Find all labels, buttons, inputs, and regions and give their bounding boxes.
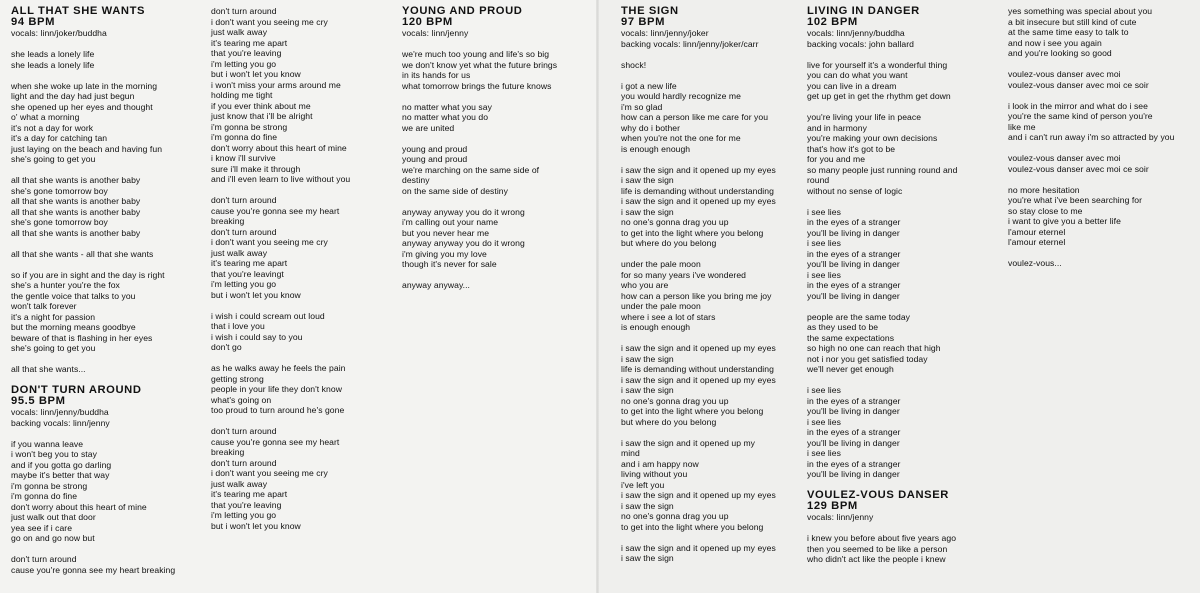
lyrics-column-6	[1008, 6, 1174, 269]
lyrics-column-2	[211, 6, 350, 531]
lyric-line: get up get in get the rhythm get down	[807, 91, 951, 101]
lyric-line: you can do what you want	[807, 70, 908, 80]
stanza-gap	[11, 428, 175, 439]
lyric-line: like me	[1008, 121, 1036, 132]
song-credit: vocals: linn/joker/buddha	[11, 28, 107, 38]
lyric-line: i saw the sign	[621, 500, 674, 511]
lyric-line: i see lies	[807, 385, 841, 395]
lyric-line: you're what i've been searching for	[1008, 195, 1143, 205]
lyric-line: if you wanna leave	[11, 438, 84, 449]
lyric-line: i won't miss your arms around me	[211, 79, 341, 90]
song-bpm: 129 BPM	[807, 500, 858, 512]
lyric-line: who didn't act like the people i knew	[807, 554, 946, 564]
lyrics-column-5	[807, 6, 957, 565]
stanza-gap	[807, 523, 957, 534]
lyric-line: i'm letting you go	[211, 279, 277, 289]
lyric-line: to get into the light where you belong	[621, 406, 764, 416]
lyric-line: i see lies	[807, 269, 841, 280]
lyric-line: just walk away	[211, 247, 268, 258]
lyric-line: anyway anyway you do it wrong	[402, 238, 525, 248]
lyric-line: sure i'll make it through	[211, 163, 301, 174]
lyric-line: holding me tight	[211, 90, 273, 100]
lyric-line: i want to give you a better life	[1008, 216, 1121, 226]
lyric-line: i see lies	[807, 448, 841, 458]
lyric-line: in the eyes of a stranger	[807, 458, 901, 469]
lyric-line: is enough enough	[621, 322, 691, 332]
lyric-line: don't turn around	[211, 195, 277, 205]
song-title: LIVING IN DANGER	[807, 5, 920, 17]
lyric-line: maybe it's better that way	[11, 470, 110, 480]
lyric-line: anyway anyway you do it wrong	[402, 206, 525, 217]
lyric-line: l'amour eternel	[1008, 237, 1066, 247]
stanza-gap	[11, 70, 175, 81]
lyric-line: i'm giving you my love	[402, 248, 487, 259]
lyric-line: we're much too young and life's so big	[402, 49, 550, 59]
song-title: DON'T TURN AROUND	[11, 384, 142, 396]
stanza-gap	[211, 185, 350, 196]
lyric-line: no one's gonna drag you up	[621, 395, 729, 406]
lyric-line: when she woke up late in the morning	[11, 80, 158, 91]
lyric-line: i look in the mirror and what do i see	[1008, 100, 1148, 111]
stanza-gap	[402, 270, 557, 281]
lyric-line: people in your life they don't know	[211, 384, 342, 394]
lyric-line: if you ever think about me	[211, 100, 311, 111]
lyric-line: she's gone tomorrow boy	[11, 217, 108, 227]
lyric-line: you're making your own decisions	[807, 133, 938, 143]
lyric-line: cause you're gonna see my heart breaking	[11, 564, 176, 575]
stanza-gap	[11, 238, 175, 249]
song-title: ALL THAT SHE WANTS	[11, 5, 146, 17]
lyric-line: when you're not the one for me	[621, 133, 741, 143]
lyric-line: all that she wants is another baby	[11, 196, 141, 206]
lyric-line: young and proud	[402, 143, 468, 154]
lyric-line: go on and go now but	[11, 533, 95, 543]
lyric-line: i saw the sign and it opened up my eyes	[621, 490, 776, 500]
stanza-gap	[1008, 90, 1174, 101]
lyric-line: voulez-vous danser avec moi	[1008, 153, 1121, 163]
lyric-line: i saw the sign	[621, 175, 674, 185]
lyric-line: i saw the sign and it opened up my eyes	[621, 374, 776, 385]
lyric-line: and i'll even learn to live without you	[211, 174, 351, 184]
lyric-line: but i won't let you know	[211, 69, 301, 79]
lyric-line: it's tearing me apart	[211, 258, 288, 268]
lyric-line: in the eyes of a stranger	[807, 395, 901, 406]
stanza-gap	[402, 196, 557, 207]
stanza-gap	[11, 354, 175, 365]
lyrics-column-4	[621, 6, 776, 564]
lyric-line: i'm gonna be strong	[211, 121, 288, 132]
lyric-line: you can live in a dream	[807, 80, 897, 91]
song-title: VOULEZ-VOUS DANSER	[807, 489, 949, 501]
lyric-line: just walk away	[211, 478, 268, 489]
lyric-line: yea see if i care	[11, 522, 73, 533]
lyric-line: don't turn around	[211, 226, 277, 237]
lyric-line: it's tearing me apart	[211, 37, 288, 48]
lyric-line: life is demanding without understanding	[621, 185, 774, 196]
lyric-line: you would hardly recognize me	[621, 91, 741, 101]
song-credit: vocals: linn/jenny	[402, 28, 469, 38]
lyrics-column-3	[402, 6, 557, 291]
lyric-line: i saw the sign	[621, 553, 674, 563]
lyric-line: don't turn around	[211, 6, 277, 16]
lyric-line: l'amour eternel	[1008, 226, 1066, 237]
stanza-gap	[211, 353, 350, 364]
song-title: THE SIGN	[621, 5, 679, 17]
lyric-line: and i am happy now	[621, 458, 699, 469]
lyric-line: a bit insecure but still kind of cute	[1008, 16, 1137, 27]
lyric-line: so stay close to me	[1008, 205, 1083, 216]
lyric-line: what tomorrow brings the future knows	[402, 80, 552, 91]
stanza-gap	[807, 301, 957, 312]
lyric-line: not i nor you get satisfied today	[807, 353, 928, 364]
song-bpm: 97 BPM	[621, 16, 666, 28]
lyric-line: and now i see you again	[1008, 37, 1102, 48]
lyric-line: breaking	[211, 447, 245, 457]
lyric-line: don't turn around	[211, 457, 277, 468]
lyric-line: and i can't run away i'm so attracted by you	[1008, 132, 1175, 142]
lyric-line: i'm gonna be strong	[11, 480, 88, 491]
lyric-line: you'll be living in danger	[807, 227, 900, 238]
lyric-line: she's going to get you	[11, 343, 96, 353]
stanza-gap	[621, 154, 776, 165]
stanza-gap	[1008, 174, 1174, 185]
lyric-line: she's a hunter you're the fox	[11, 280, 120, 290]
lyric-line: you'll be living in danger	[807, 469, 900, 479]
lyric-line: it's a night for passion	[11, 311, 96, 322]
lyric-line: i knew you before about five years ago	[807, 533, 957, 543]
stanza-gap	[1008, 143, 1174, 154]
lyric-line: i saw the sign and it opened up my eyes	[621, 343, 776, 353]
stanza-gap	[1008, 59, 1174, 70]
stanza-gap	[11, 39, 175, 50]
stanza-gap	[402, 91, 557, 102]
lyric-line: but you never hear me	[402, 227, 490, 238]
lyric-line: i saw the sign and it opened up my eyes	[621, 542, 776, 553]
lyric-line: in the eyes of a stranger	[807, 427, 901, 437]
lyric-line: shock!	[621, 59, 647, 70]
lyric-line: i see lies	[807, 416, 841, 427]
lyric-line: i got a new life	[621, 80, 677, 91]
lyric-line: round	[807, 175, 830, 185]
song-title: YOUNG AND PROUD	[402, 5, 523, 17]
lyric-line: just laying on the beach and having fun	[11, 143, 163, 154]
lyric-line: just know that i'll be alright	[211, 111, 313, 121]
lyric-line: all that she wants is another baby	[11, 227, 141, 238]
lyric-line: i saw the sign	[621, 206, 674, 217]
lyric-line: you'll be living in danger	[807, 290, 900, 301]
lyric-line: and in harmony	[807, 122, 867, 133]
lyric-line: but where do you belong	[621, 416, 717, 427]
lyric-line: i'm gonna do fine	[11, 491, 78, 501]
lyric-line: on the same side of destiny	[402, 185, 508, 196]
lyric-line: cause you're gonna see my heart	[211, 205, 340, 216]
lyric-line: i don't want you seeing me cry	[211, 16, 328, 27]
stanza-gap	[621, 427, 776, 438]
lyric-line: i'm calling out your name	[402, 217, 499, 227]
lyric-line: i saw the sign and it opened up my	[621, 437, 756, 448]
lyrics-column-1	[11, 6, 175, 575]
lyric-line: voulez-vous danser avec moi ce soir	[1008, 163, 1149, 174]
lyric-line: in the eyes of a stranger	[807, 217, 901, 227]
lyric-line: don't worry about this heart of mine	[11, 501, 147, 512]
lyric-line: getting strong	[211, 373, 264, 384]
lyric-line: mind	[621, 448, 640, 458]
lyric-line: no one's gonna drag you up	[621, 511, 729, 521]
song-credit: vocals: linn/jenny	[807, 512, 874, 522]
lyric-line: she's going to get you	[11, 154, 96, 164]
lyric-line: as he walks away he feels the pain	[211, 363, 346, 373]
song-credit: vocals: linn/jenny/joker	[621, 28, 709, 38]
lyric-line: cause you're gonna see my heart	[211, 436, 340, 447]
song-credit: vocals: linn/jenny/buddha	[807, 28, 905, 38]
lyric-line: i don't want you seeing me cry	[211, 237, 328, 247]
lyric-line: she's gone tomorrow boy	[11, 185, 108, 196]
lyric-line: i've left you	[621, 479, 665, 490]
song-credit: backing vocals: john ballard	[807, 38, 914, 49]
lyric-line: that you're leavingt	[211, 268, 284, 279]
lyric-line: i see lies	[807, 238, 841, 248]
lyric-line: the gentle voice that talks to you	[11, 290, 136, 301]
lyric-line: at the same time easy to talk to	[1008, 27, 1129, 37]
lyric-line: as they used to be	[807, 322, 879, 332]
lyric-line: i'm letting you go	[211, 510, 277, 520]
lyric-line: yes something was special about you	[1008, 6, 1153, 16]
lyric-line: she opened up her eyes and thought	[11, 101, 153, 112]
lyric-line: i see lies	[807, 206, 841, 217]
lyric-line: young and proud	[402, 154, 468, 164]
lyric-line: that i love you	[211, 321, 265, 331]
lyric-line: but where do you belong	[621, 238, 717, 248]
lyric-line: she leads a lonely life	[11, 49, 95, 59]
lyric-line: light and the day had just begun	[11, 91, 135, 101]
lyric-line: destiny	[402, 175, 430, 185]
lyric-line: and if you gotta go darling	[11, 459, 112, 470]
lyric-line: she leads a lonely life	[11, 59, 95, 70]
lyric-line: i saw the sign	[621, 353, 674, 364]
lyric-line: living without you	[621, 469, 688, 479]
lyric-line: you're the same kind of person you're	[1008, 111, 1153, 121]
lyric-line: then you seemed to be like a person	[807, 543, 948, 554]
stanza-gap	[211, 300, 350, 311]
lyric-line: i don't want you seeing me cry	[211, 468, 328, 478]
lyric-line: in the eyes of a stranger	[807, 248, 901, 259]
stanza-gap	[621, 333, 776, 344]
lyric-line: i saw the sign and it opened up my eyes	[621, 196, 776, 206]
lyric-line: we'll never get enough	[807, 364, 894, 374]
lyric-line: no matter what you do	[402, 112, 489, 122]
lyric-line: i won't beg you to stay	[11, 449, 97, 459]
lyric-line: beware of that is flashing in her eyes	[11, 332, 153, 343]
lyric-line: we're marching on the same side of	[402, 164, 540, 175]
lyric-line: voulez-vous...	[1008, 258, 1062, 268]
lyric-line: in the eyes of a stranger	[807, 280, 901, 290]
lyric-line: in its hands for us	[402, 70, 471, 80]
lyric-line: anyway anyway...	[402, 280, 470, 290]
lyric-line: why do i bother	[621, 122, 681, 133]
stanza-gap	[621, 49, 776, 60]
stanza-gap	[11, 544, 175, 555]
lyric-line: i wish i could say to you	[211, 331, 303, 342]
lyric-line: don't go	[211, 342, 242, 352]
lyric-line: all that she wants is another baby	[11, 175, 141, 185]
lyric-line: though it's never for sale	[402, 259, 497, 269]
lyric-line: no matter what you say	[402, 101, 492, 112]
song-credit: backing vocals: linn/jenny/joker/carr	[621, 38, 759, 49]
lyric-line: it's a day for catching tan	[11, 133, 108, 143]
lyric-line: that you're leaving	[211, 48, 282, 58]
lyric-line: is enough enough	[621, 143, 691, 154]
stanza-gap	[807, 375, 957, 386]
lyric-line: under the pale moon	[621, 259, 701, 269]
lyric-line: we are united	[402, 122, 455, 133]
lyric-line: no one's gonna drag you up	[621, 217, 729, 227]
lyric-line: breaking	[211, 216, 245, 226]
lyric-line: all that she wants - all that she wants	[11, 248, 154, 259]
lyric-line: what's going on	[211, 394, 272, 405]
stanza-gap	[402, 133, 557, 144]
lyric-line: but i won't let you know	[211, 289, 301, 300]
lyric-line: just walk away	[211, 27, 268, 37]
lyric-line: live for yourself it's a wonderful thing	[807, 59, 948, 70]
lyric-line: you'll be living in danger	[807, 406, 900, 416]
stanza-gap	[211, 416, 350, 427]
song-bpm: 95.5 BPM	[11, 395, 66, 407]
lyric-line: for so many years i've wondered	[621, 269, 746, 280]
lyric-line: you're living your life in peace	[807, 112, 922, 122]
song-credit: backing vocals: linn/jenny	[11, 417, 110, 428]
stanza-gap	[11, 165, 175, 176]
lyric-line: don't turn around	[11, 554, 77, 564]
lyric-line: it's tearing me apart	[211, 489, 288, 499]
lyric-line: who you are	[621, 280, 669, 290]
stanza-gap	[621, 70, 776, 81]
stanza-gap	[621, 532, 776, 543]
lyric-line: won't talk forever	[11, 301, 77, 311]
stanza-gap	[402, 39, 557, 50]
lyric-line: i'm so glad	[621, 101, 663, 112]
lyric-line: too proud to turn around he's gone	[211, 405, 345, 415]
lyric-line: under the pale moon	[621, 301, 701, 311]
lyric-line: i wish i could scream out loud	[211, 310, 325, 321]
lyric-line: don't turn around	[211, 426, 277, 436]
lyric-line: o' what a morning	[11, 112, 80, 122]
lyric-line: i saw the sign and it opened up my eyes	[621, 164, 776, 175]
lyric-line: voulez-vous danser avec moi ce soir	[1008, 79, 1149, 90]
lyric-line: to get into the light where you belong	[621, 521, 764, 532]
page-fold	[596, 0, 599, 593]
lyric-line: life is demanding without understanding	[621, 364, 774, 374]
lyric-line: i'm gonna do fine	[211, 132, 278, 142]
stanza-gap	[1008, 248, 1174, 259]
lyric-line: all that she wants is another baby	[11, 206, 141, 217]
lyric-line: the same expectations	[807, 332, 895, 343]
lyric-line: that's how it's got to be	[807, 143, 896, 154]
lyric-line: we don't know yet what the future brings	[402, 59, 558, 70]
lyric-line: no more hesitation	[1008, 184, 1080, 195]
lyric-line: people are the same today	[807, 311, 911, 322]
song-bpm: 120 BPM	[402, 16, 453, 28]
lyric-line: to get into the light where you belong	[621, 227, 764, 238]
lyric-line: i saw the sign	[621, 385, 674, 395]
stanza-gap	[807, 102, 957, 113]
lyric-line: without no sense of logic	[807, 185, 903, 196]
lyric-line: but i won't let you know	[211, 520, 301, 531]
lyric-line: for you and me	[807, 154, 866, 164]
song-credit: vocals: linn/jenny/buddha	[11, 407, 109, 417]
lyric-line: how can a person like you bring me joy	[621, 290, 772, 301]
lyric-line: i know i'll survive	[211, 153, 276, 163]
lyric-line: but the morning means goodbye	[11, 322, 136, 332]
stanza-gap	[807, 49, 957, 60]
song-bpm: 94 BPM	[11, 16, 56, 28]
lyric-line: you'll be living in danger	[807, 437, 900, 448]
lyric-line: i'm letting you go	[211, 58, 277, 69]
lyric-line: so if you are in sight and the day is right	[11, 269, 165, 280]
lyric-line: all that she wants...	[11, 364, 86, 374]
lyric-line: just walk out that door	[11, 512, 96, 522]
lyric-line: it's not a day for work	[11, 122, 94, 133]
lyric-line: so many people just running round and	[807, 164, 958, 175]
lyric-line: where i see a lot of stars	[621, 311, 716, 322]
stanza-gap	[807, 196, 957, 207]
stanza-gap	[11, 259, 175, 270]
lyric-line: and you're looking so good	[1008, 48, 1112, 58]
lyric-line: voulez-vous danser avec moi	[1008, 69, 1121, 79]
stanza-gap	[621, 249, 776, 260]
lyric-line: you'll be living in danger	[807, 259, 900, 269]
lyric-line: don't worry about this heart of mine	[211, 142, 347, 153]
lyric-line: that you're leaving	[211, 499, 282, 510]
song-bpm: 102 BPM	[807, 16, 858, 28]
lyric-line: how can a person like me care for you	[621, 112, 769, 122]
lyric-line: so high no one can reach that high	[807, 343, 941, 353]
